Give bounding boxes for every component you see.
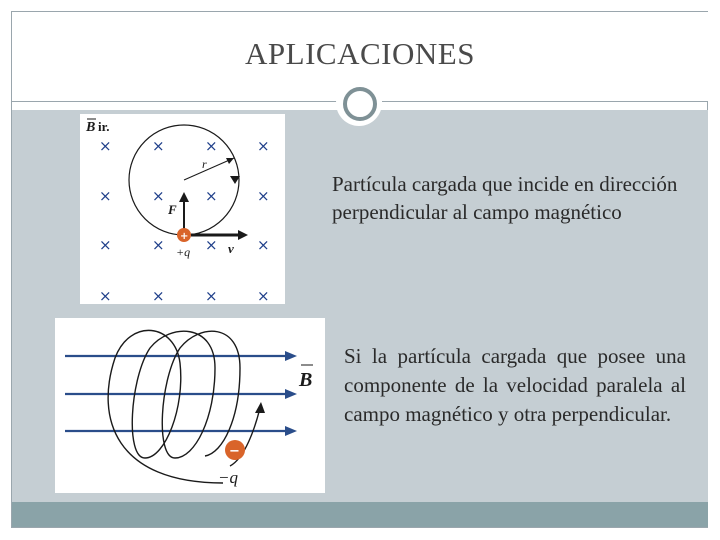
cross-mark: × xyxy=(152,137,165,155)
ring-icon xyxy=(343,87,377,121)
cross-mark: × xyxy=(152,187,165,205)
field-arrowheads xyxy=(285,351,297,436)
field-arrowhead xyxy=(285,426,297,436)
title-divider-left xyxy=(12,101,338,102)
field-b-label: B xyxy=(86,120,96,135)
cross-mark: × xyxy=(99,187,112,205)
velocity-label: v xyxy=(228,241,234,256)
field-b-label: B xyxy=(299,369,313,391)
circular-motion-diagram xyxy=(80,114,285,304)
charge-sign: + xyxy=(180,231,189,242)
cross-mark: × xyxy=(205,187,218,205)
helix-path xyxy=(108,330,260,483)
circular-motion-figure xyxy=(80,114,285,304)
charge-label: +q xyxy=(176,245,191,259)
velocity-arrowhead xyxy=(238,230,248,240)
helix-loop xyxy=(108,330,223,483)
cross-mark: × xyxy=(205,137,218,155)
trajectory-arrowhead xyxy=(255,402,265,413)
force-arrowhead xyxy=(179,192,189,202)
title-divider-right xyxy=(382,101,708,102)
cross-mark: × xyxy=(99,137,112,155)
field-arrowhead xyxy=(285,389,297,399)
field-lines xyxy=(65,356,287,431)
paragraph-perpendicular: Partícula cargada que incide en dirección perpendicular al campo magnético xyxy=(332,172,678,224)
cross-mark: × xyxy=(257,236,270,254)
cross-mark: × xyxy=(205,287,218,304)
cross-mark: × xyxy=(257,187,270,205)
cross-mark: × xyxy=(205,236,218,254)
force-label: F xyxy=(168,202,177,217)
field-arrowhead xyxy=(285,351,297,361)
cross-mark: × xyxy=(99,236,112,254)
cross-mark: × xyxy=(152,236,165,254)
cross-mark: × xyxy=(152,287,165,304)
helical-motion-figure xyxy=(55,318,325,493)
charge-label: −q xyxy=(218,468,238,487)
helical-motion-diagram xyxy=(55,318,325,493)
cross-mark: × xyxy=(257,287,270,304)
charge-sign: − xyxy=(229,444,240,459)
slide-title: APLICACIONES xyxy=(245,36,475,71)
radius-label: r xyxy=(202,157,207,171)
footer-band xyxy=(12,502,708,527)
cross-mark: × xyxy=(257,137,270,155)
field-direction-label: ir. xyxy=(98,119,110,134)
radius-line xyxy=(184,158,234,180)
paragraph-helical: Si la partícula cargada que posee una componente de la velocidad paralela al campo magnético y otra perpendicular. xyxy=(344,344,686,426)
cross-mark: × xyxy=(99,287,112,304)
